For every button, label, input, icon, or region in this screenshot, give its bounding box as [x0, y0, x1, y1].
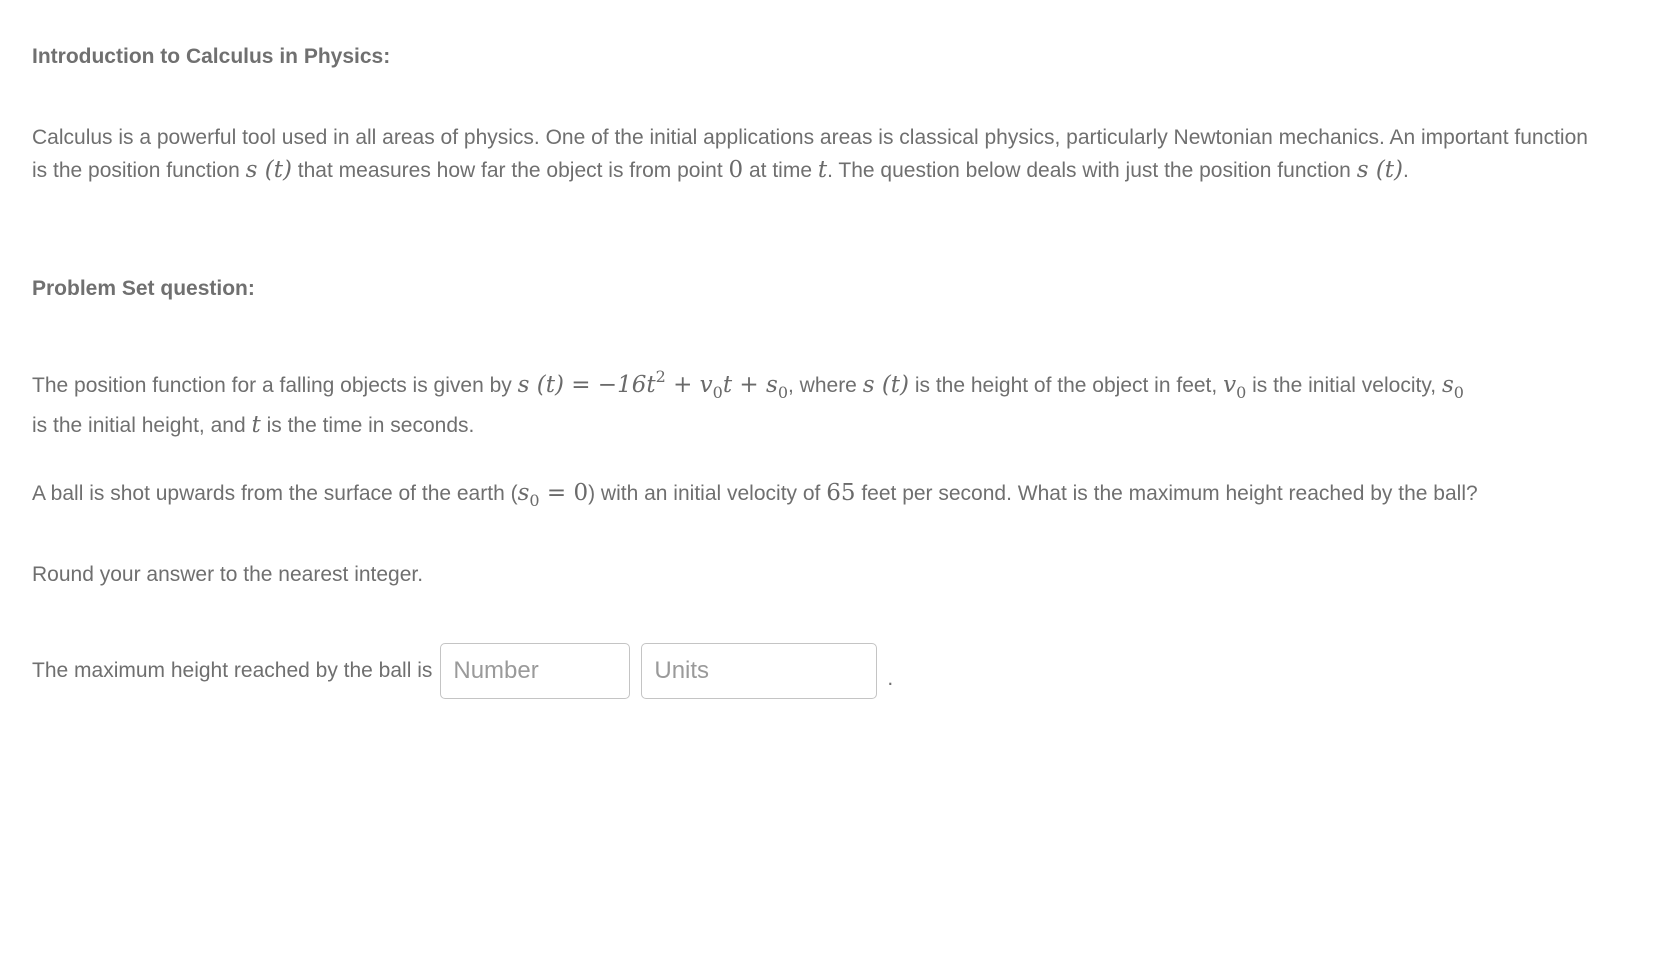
intro-heading: Introduction to Calculus in Physics: [32, 45, 391, 68]
formula-s-sub: 0 [777, 383, 788, 402]
units-input[interactable] [641, 643, 877, 699]
intro-paragraph [32, 121, 1592, 187]
math-s-t-3: s (t) [862, 372, 910, 398]
problem-text-2: , where [788, 374, 863, 397]
math-velocity: 65 [826, 480, 856, 506]
problem-paragraph-1 [32, 360, 1642, 442]
problem-text-7: A ball is shot upwards from the surface of the earth ( [32, 482, 518, 505]
position-formula [517, 367, 788, 402]
intro-text-1: Calculus is a powerful tool used in all areas of physics. One of the initial applications areas is classical physics, particularly Newtonian mechanics. An important function is the position function [32, 126, 1588, 182]
number-input[interactable] [440, 643, 630, 699]
formula-v-sub: 0 [712, 383, 723, 402]
problem-heading: Problem Set question: [32, 277, 255, 300]
math-s0 [1441, 372, 1464, 402]
formula-t-plus-s: t + s [722, 372, 778, 398]
math-s0-eq [517, 480, 589, 510]
round-note: Round your answer to the nearest integer. [32, 563, 424, 586]
v0-base: v [1223, 372, 1237, 398]
problem-text-4: is the initial velocity, [1246, 374, 1442, 397]
math-v0 [1223, 372, 1247, 402]
intro-text-5: . [1403, 159, 1409, 182]
answer-period: . [887, 667, 894, 690]
formula-lhs: s (t) = −16t [517, 372, 656, 398]
math-t: t [817, 157, 828, 183]
intro-text-2: that measures how far the object is from point [291, 159, 729, 182]
formula-exponent: 2 [655, 367, 666, 386]
problem-text-1: The position function for a falling objects is given by [32, 374, 518, 397]
problem-text-6: is the time in seconds. [260, 414, 475, 437]
math-t-2: t [251, 412, 261, 438]
s0-eq-value: = 0 [539, 480, 589, 506]
answer-label: The maximum height reached by the ball is [32, 659, 433, 682]
s0-base: s [1441, 372, 1454, 398]
intro-text-3: at time [743, 159, 818, 182]
intro-text-4: . The question below deals with just the position function [827, 159, 1357, 182]
math-s-t-2: s (t) [1356, 157, 1404, 183]
math-zero: 0 [728, 157, 744, 183]
formula-v: + v [665, 372, 713, 398]
s0-eq-base: s [517, 480, 530, 506]
math-s-t: s (t) [245, 157, 292, 183]
problem-text-3: is the height of the object in feet, [909, 374, 1224, 397]
s0-sub: 0 [1453, 383, 1464, 402]
problem-text-9: feet per second. What is the maximum height reached by the ball? [855, 482, 1478, 505]
problem-text-8: ) with an initial velocity of [588, 482, 827, 505]
s0-eq-sub: 0 [529, 491, 540, 510]
v0-sub: 0 [1236, 383, 1247, 402]
problem-text-5: is the initial height, and [32, 414, 252, 437]
problem-paragraph-2 [32, 477, 1642, 517]
answer-row [32, 642, 893, 700]
